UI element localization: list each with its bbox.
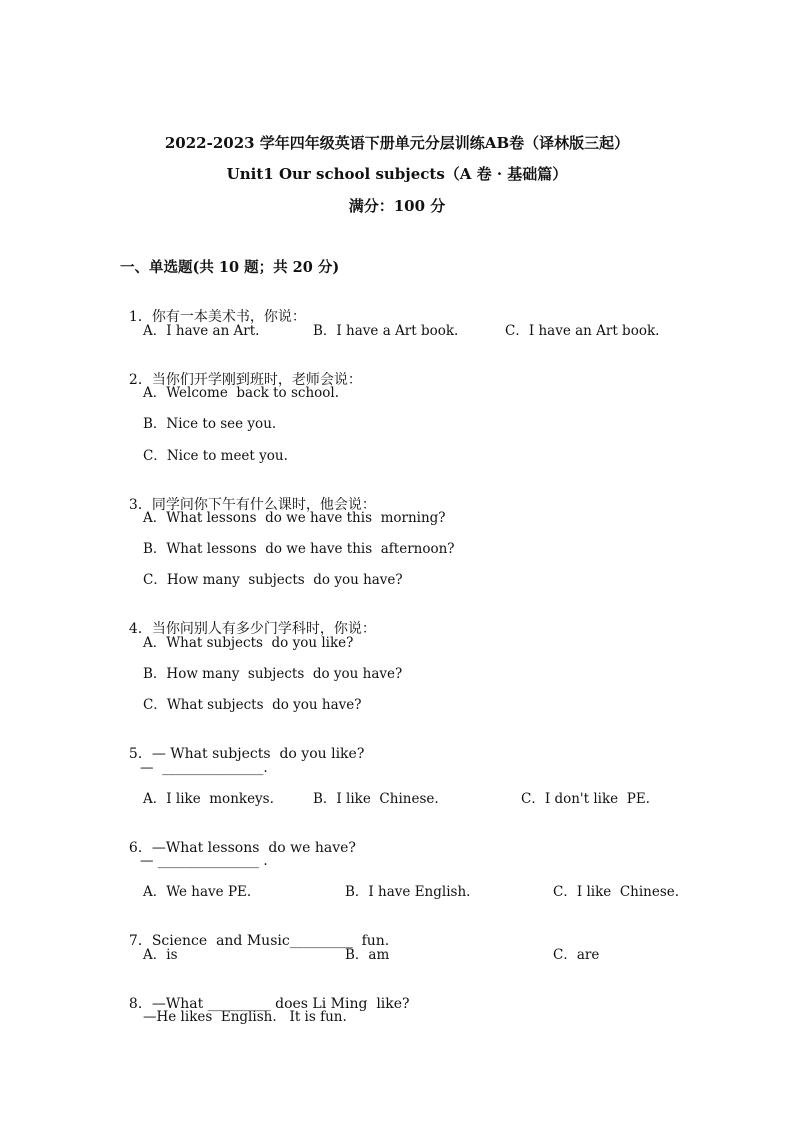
option-b: B．I have English. <box>345 884 471 900</box>
option-b: B．I have a Art book. <box>313 323 459 339</box>
option-b: B．I like Chinese. <box>313 791 439 807</box>
question-5 <box>120 727 364 763</box>
option-c: C．are <box>553 947 600 963</box>
full-score: 满分：100 分 <box>348 197 446 215</box>
option-b: B．How many subjects do you have? <box>143 666 403 682</box>
question-stem: 你有一本美术书，你说： <box>151 309 306 325</box>
option-c: C．I have an Art book. <box>505 323 660 339</box>
answer-line: —He likes English. It is fun. <box>143 1009 347 1025</box>
question-stem: 当你问别人有多少门学科时，你说： <box>151 621 376 637</box>
option-c: C．I don't like PE. <box>521 791 650 807</box>
option-b: B．Nice to see you. <box>143 416 277 432</box>
question-stem: — What subjects do you like? <box>151 746 365 762</box>
option-c: C．Nice to meet you. <box>143 448 288 464</box>
question-number: 5． <box>128 746 152 762</box>
question-stem: Science and Music_________ fun. <box>151 933 390 949</box>
question-number: 8． <box>128 996 152 1012</box>
question-number: 3． <box>128 497 152 513</box>
question-number: 6． <box>128 840 152 856</box>
option-a: A．I have an Art. <box>143 323 260 339</box>
question-number: 4． <box>128 621 152 637</box>
question-stem: —What lessons do we have? <box>151 840 356 856</box>
question-4 <box>120 602 376 638</box>
document-title: 2022-2023 学年四年级英语下册单元分层训练AB卷（译林版三起） <box>164 134 630 152</box>
section-heading: 一、单选题(共 10 题；共 20 分) <box>120 259 340 276</box>
question-7 <box>120 914 389 950</box>
unit-title: Unit1 Our school subjects（A 卷 · 基础篇） <box>226 165 568 183</box>
question-number: 2． <box>128 372 152 388</box>
answer-blank-line: — _______________. <box>140 760 268 776</box>
option-c: C．I like Chinese. <box>553 884 680 900</box>
question-stem: 同学问你下午有什么课时，他会说： <box>151 497 376 513</box>
option-b: B．am <box>345 947 390 963</box>
option-a: A．Welcome back to school. <box>143 385 340 401</box>
question-stem: —What _________ does Li Ming like? <box>151 996 410 1012</box>
option-b: B．What lessons do we have this afternoon? <box>143 541 455 557</box>
question-1 <box>120 290 306 326</box>
option-c: C．How many subjects do you have? <box>143 572 403 588</box>
option-a: A．is <box>143 947 178 963</box>
question-number: 1． <box>128 309 152 325</box>
option-c: C．What subjects do you have? <box>143 697 362 713</box>
option-a: A．What lessons do we have this morning? <box>143 510 446 526</box>
option-a: A．I like monkeys. <box>143 791 274 807</box>
question-number: 7． <box>128 933 152 949</box>
option-a: A．What subjects do you like? <box>143 635 354 651</box>
question-stem: 当你们开学刚到班时，老师会说： <box>151 372 362 388</box>
answer-blank-line: — _______________ . <box>140 853 268 869</box>
option-a: A．We have PE. <box>143 884 252 900</box>
